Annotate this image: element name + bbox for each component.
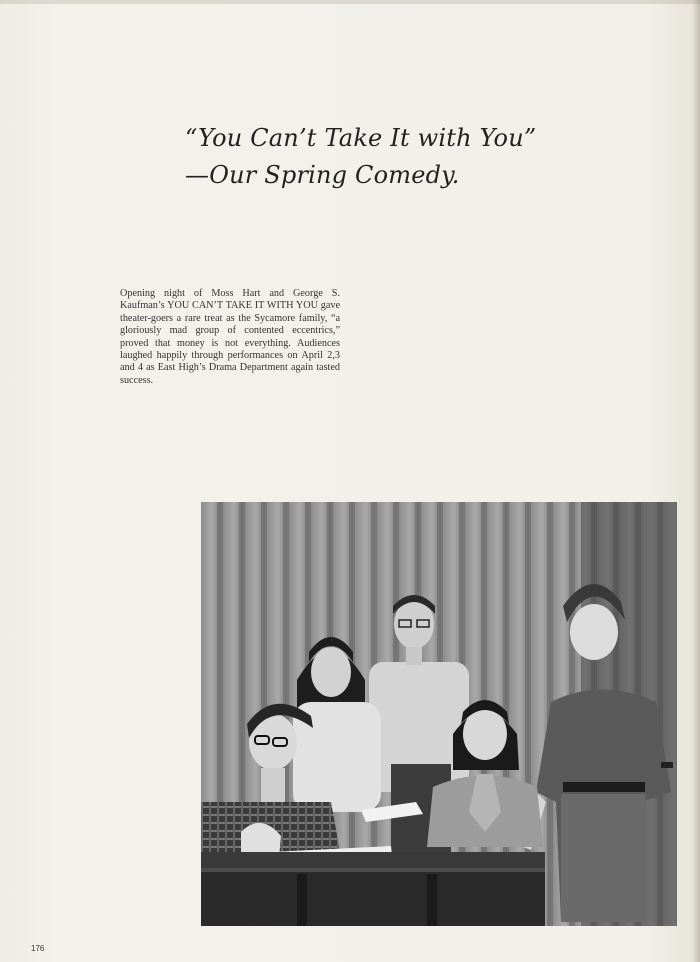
title-line-2: —Our Spring Comedy. [185, 161, 460, 189]
page-title [185, 120, 536, 194]
cast-photo [201, 502, 677, 926]
page-top-shadow [0, 0, 700, 4]
page-right-shadow [692, 0, 700, 962]
title-line-1: “You Can’t Take It with You” [185, 124, 537, 152]
page-number: 176 [31, 944, 45, 953]
cast-photo-drawing [201, 502, 677, 926]
caption-paragraph: Opening night of Moss Hart and George S. Kaufman’s YOU CAN’T TAKE IT WITH YOU gave theater-goers a rare treat as the Sycamore family, “a gloriously mad group of contented eccentrics,” proved that money is not everything. Audiences laughed happily through performances on April 2,3 and 4 as East High’s Drama Department again tasted success. [120, 288, 340, 386]
